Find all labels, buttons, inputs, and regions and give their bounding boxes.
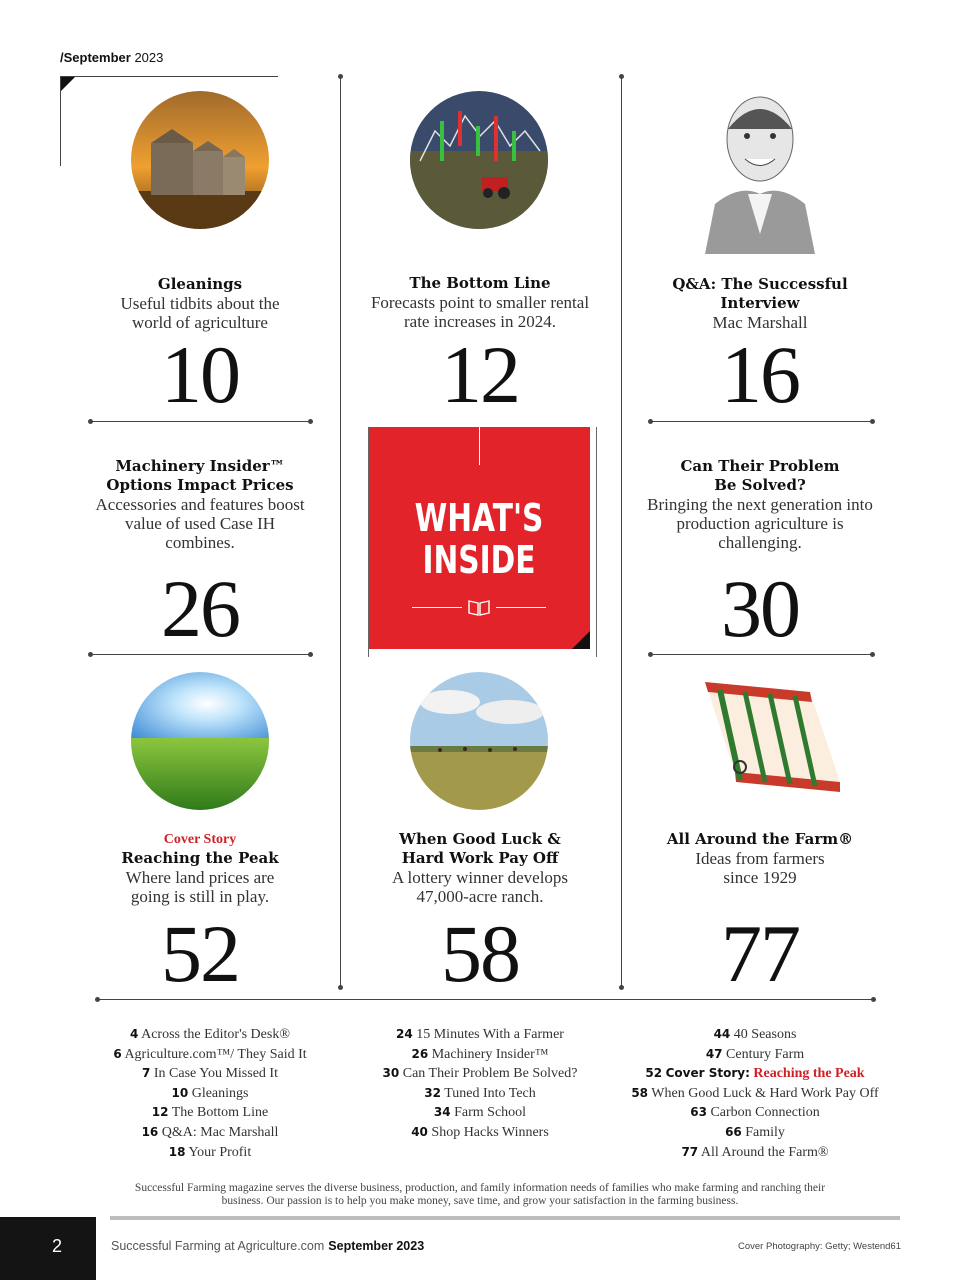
green-field-photo[interactable]	[131, 672, 269, 810]
index-item[interactable]: 58 When Good Luck & Hard Work Pay Off	[631, 1085, 879, 1101]
mac-marshall-portrait[interactable]	[700, 84, 820, 254]
index-item[interactable]: 47 Century Farm	[705, 1046, 805, 1062]
rule-dot	[95, 997, 100, 1002]
feature-line	[479, 427, 480, 465]
footer-rule	[110, 1216, 900, 1220]
index-column-2	[355, 1025, 605, 1143]
toc-entry-gleanings[interactable]: Gleanings Useful tidbits about the world of agriculture	[120, 275, 280, 332]
page-number-26: 26	[161, 563, 239, 654]
index-item[interactable]: 16 Q&A: Mac Marshall	[141, 1124, 279, 1140]
open-book-icon	[467, 597, 491, 617]
corner-mark-icon	[572, 631, 590, 649]
whats-inside-title: WHAT'S INSIDE	[414, 496, 544, 582]
row-rule-2b	[650, 654, 872, 655]
index-item[interactable]: 26 Machinery Insider™	[411, 1046, 549, 1062]
index-item[interactable]: 12 The Bottom Line	[151, 1105, 269, 1121]
rule-left	[60, 76, 61, 166]
photo-credit: Cover Photography: Getty; Westend61	[738, 1241, 901, 1252]
index-item[interactable]: 10 Gleanings	[171, 1085, 249, 1101]
row-rule-1b	[650, 421, 872, 422]
toc-entry-qa[interactable]: Q&A: The Successful Interview Mac Marshall	[672, 275, 848, 332]
index-item[interactable]: 4 Across the Editor's Desk®	[130, 1027, 290, 1042]
rule-dot	[308, 419, 313, 424]
mission-statement: Successful Farming magazine serves the diverse business, production, and family information needs of families who make farming and ranching their business. Our passion is to help you make money, save time, and grow your satisfaction in the farming business.	[134, 1182, 826, 1207]
index-item[interactable]: 66 Family	[725, 1124, 785, 1140]
page-number-77: 77	[721, 908, 799, 999]
index-item-cover-story[interactable]: 52 Cover Story: Reaching the Peak	[645, 1066, 865, 1082]
divider-dot	[619, 74, 624, 79]
row-rule-1a	[90, 421, 310, 422]
feature-frame-left	[368, 427, 369, 657]
page-number-58: 58	[441, 908, 519, 999]
rule-dot	[308, 652, 313, 657]
toc-entry-all-around-farm[interactable]: All Around the Farm® Ideas from farmers since 1929	[666, 830, 854, 887]
footer-site: Successful Farming at Agriculture.com September 2023	[111, 1239, 425, 1253]
market-chart-photo[interactable]	[410, 91, 548, 229]
rule-dot	[88, 419, 93, 424]
conveyor-illustration[interactable]	[700, 672, 845, 807]
index-item[interactable]: 34 Farm School	[433, 1105, 527, 1121]
issue-date: /September 2023	[60, 50, 164, 65]
index-item[interactable]: 77 All Around the Farm®	[681, 1144, 829, 1160]
index-item[interactable]: 24 15 Minutes With a Farmer	[396, 1027, 564, 1042]
feature-rule-right	[496, 607, 546, 608]
rule-top	[60, 76, 278, 77]
divider-dot	[338, 74, 343, 79]
index-column-3	[620, 1025, 890, 1162]
page-number-10: 10	[161, 329, 239, 420]
index-item[interactable]: 63 Carbon Connection	[690, 1105, 820, 1121]
feature-frame-right	[596, 427, 597, 657]
index-item[interactable]: 18 Your Profit	[168, 1144, 252, 1160]
page-number-30: 30	[721, 563, 799, 654]
row-rule-2a	[90, 654, 310, 655]
index-column-1	[90, 1025, 330, 1162]
rule-dot	[648, 419, 653, 424]
rule-dot	[648, 652, 653, 657]
column-divider-1	[340, 76, 341, 988]
page-number-52: 52	[161, 908, 239, 999]
divider-dot	[338, 985, 343, 990]
page-number-12: 12	[441, 329, 519, 420]
index-item[interactable]: 7 In Case You Missed It	[142, 1066, 278, 1082]
toc-entry-bottom-line[interactable]: The Bottom Line Forecasts point to smaller rental rate increases in 2024.	[370, 274, 590, 331]
toc-entry-can-their-problem[interactable]: Can Their Problem Be Solved? Bringing the next generation into production agriculture is challenging.	[647, 457, 873, 552]
index-item[interactable]: 30 Can Their Problem Be Solved?	[382, 1066, 578, 1082]
row-rule-3	[97, 999, 873, 1000]
whats-inside-feature	[368, 427, 590, 649]
rule-dot	[88, 652, 93, 657]
corner-mark-icon	[60, 76, 76, 92]
page-number-16: 16	[721, 329, 799, 420]
page-number-box: 2	[0, 1217, 96, 1280]
column-divider-2	[621, 76, 622, 988]
rule-dot	[871, 997, 876, 1002]
grain-bins-photo[interactable]	[131, 91, 269, 229]
rule-dot	[870, 419, 875, 424]
toc-entry-cover-story[interactable]: Cover Story Reaching the Peak Where land prices are going is still in play.	[121, 832, 279, 906]
rule-dot	[870, 652, 875, 657]
index-item[interactable]: 44 40 Seasons	[713, 1027, 797, 1042]
divider-dot	[619, 985, 624, 990]
index-item[interactable]: 32 Tuned Into Tech	[424, 1085, 536, 1101]
index-item[interactable]: 40 Shop Hacks Winners	[411, 1124, 549, 1140]
index-item[interactable]: 6 Agriculture.com™/ They Said It	[113, 1046, 307, 1062]
toc-entry-good-luck[interactable]: When Good Luck & Hard Work Pay Off A lottery winner develops 47,000-acre ranch.	[391, 830, 569, 906]
toc-entry-machinery-insider[interactable]: Machinery Insider™ Options Impact Prices Accessories and features boost value of used Case IH combines.	[95, 457, 305, 552]
ranch-cattle-photo[interactable]	[410, 672, 548, 810]
feature-rule-left	[412, 607, 462, 608]
